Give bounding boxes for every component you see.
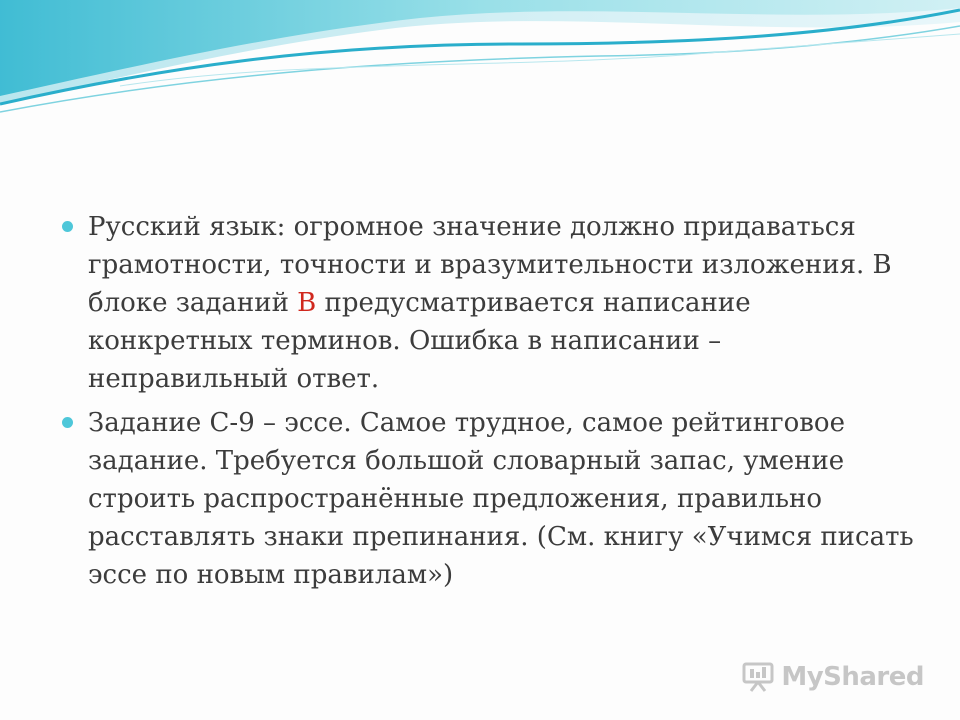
bullet-dot-icon bbox=[62, 417, 73, 428]
bullet-accent-letter: В bbox=[297, 288, 317, 318]
header-wave-decoration bbox=[0, 0, 960, 130]
bullet-text: Задание С-9 – эссе. Самое трудное, самое рейтинговое задание. Требуется большой словарный запас, умение строить распространённые предложения, правильно расставлять знаки препинания. (См. книгу «Учимся писать эссе по новым правилам») bbox=[88, 408, 914, 590]
presentation-icon bbox=[741, 662, 775, 692]
watermark bbox=[741, 662, 924, 692]
watermark-text: MyShared bbox=[781, 662, 924, 692]
slide-body bbox=[60, 208, 920, 600]
bullet-text-part-1: Русский язык: огромное значение должно придаваться грамотности, точности и вразумительности изложения. В блоке заданий bbox=[88, 212, 892, 318]
bullet-text-part-2: предусматривается написание конкретных терминов. Ошибка в написании – неправильный ответ. bbox=[88, 288, 751, 394]
bullet-dot-icon bbox=[62, 221, 73, 232]
bullet-item-essay-task bbox=[60, 404, 920, 594]
bullet-item-russian-language bbox=[60, 208, 920, 398]
